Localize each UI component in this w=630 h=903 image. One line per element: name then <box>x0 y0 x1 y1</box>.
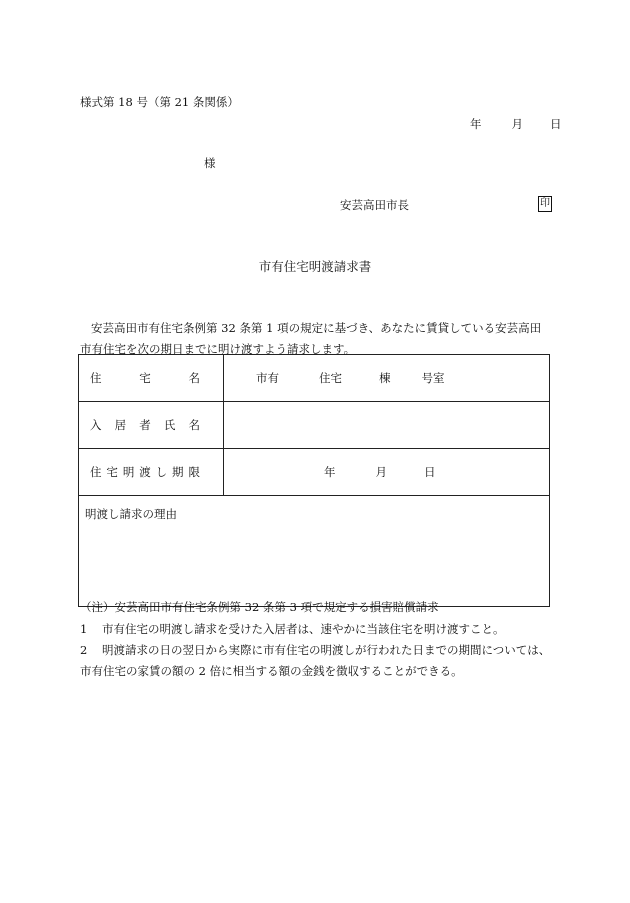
note-number: 2 <box>80 643 88 657</box>
label-char: 期 <box>172 465 184 479</box>
deadline-value-cell[interactable] <box>224 449 550 496</box>
label-char: し <box>155 465 168 479</box>
deadline-fields <box>224 464 549 480</box>
resident-name-field[interactable] <box>224 402 550 449</box>
label-char: 入 <box>90 418 102 432</box>
label-char: 居 <box>114 418 127 432</box>
recipient-honorific: 様 <box>204 156 216 170</box>
deadline-label <box>90 464 200 480</box>
deadline-row <box>79 449 550 496</box>
label-char: 住 <box>90 465 102 479</box>
intro-paragraph: 安芸高田市有住宅条例第 32 条第 1 項の規定に基づき、あなたに賃貸している安芸高田市有住宅を次の期日までに明け渡すよう請求します。 <box>80 321 542 356</box>
date-month-label: 月 <box>511 117 523 131</box>
note-item <box>80 640 552 682</box>
deadline-month: 月 <box>375 465 387 479</box>
label-char: 明 <box>122 465 135 479</box>
note-text: 市有住宅の明渡し請求を受けた入居者は、速やかに当該住宅を明け渡すこと。 <box>102 622 505 636</box>
address-value-cell[interactable] <box>224 355 550 402</box>
note-text: 明渡請求の日の翌日から実際に市有住宅の明渡しが行われた日までの期間については、市有住宅の家賃の額の 2 倍に相当する額の金銭を徴収することができる。 <box>80 643 551 678</box>
deadline-label-cell <box>79 449 224 496</box>
label-char: 渡 <box>139 465 151 479</box>
label-char: 住 <box>90 371 102 385</box>
reason-row <box>79 496 550 607</box>
deadline-day: 日 <box>424 465 436 479</box>
address-building: 棟 <box>379 371 391 385</box>
deadline-year: 年 <box>324 465 336 479</box>
date-line <box>470 119 562 131</box>
label-char: 氏 <box>163 418 176 432</box>
notes-title: （注）安芸高田市有住宅条例第 32 条第 3 項で規定する損害賠償請求 <box>80 600 439 614</box>
label-char: 名 <box>188 371 200 385</box>
date-year-label: 年 <box>470 117 482 131</box>
seal-mark: 印 <box>538 196 552 212</box>
request-form-table <box>78 354 550 607</box>
address-row <box>79 355 550 402</box>
address-room: 号室 <box>421 371 445 385</box>
address-label-cell <box>79 355 224 402</box>
address-city: 市有 <box>256 371 279 385</box>
resident-row <box>79 402 550 449</box>
label-char: 名 <box>188 418 200 432</box>
date-day-label: 日 <box>550 117 562 131</box>
note-item <box>80 619 552 640</box>
address-fields <box>224 370 549 386</box>
resident-label-cell <box>79 402 224 449</box>
reason-cell[interactable] <box>79 496 550 607</box>
issuer-name: 安芸高田市長 <box>340 198 409 212</box>
label-char: 宅 <box>106 465 118 479</box>
form-number: 様式第 18 号（第 21 条関係） <box>80 95 239 109</box>
document-title: 市有住宅明渡請求書 <box>258 259 372 274</box>
reason-label: 明渡し請求の理由 <box>85 507 177 521</box>
label-char: 限 <box>188 465 200 479</box>
resident-label <box>90 417 200 433</box>
note-number: 1 <box>80 622 88 636</box>
label-char: 者 <box>139 418 151 432</box>
address-housing: 住宅 <box>319 371 342 385</box>
label-char: 宅 <box>139 371 151 385</box>
address-label <box>90 370 200 386</box>
